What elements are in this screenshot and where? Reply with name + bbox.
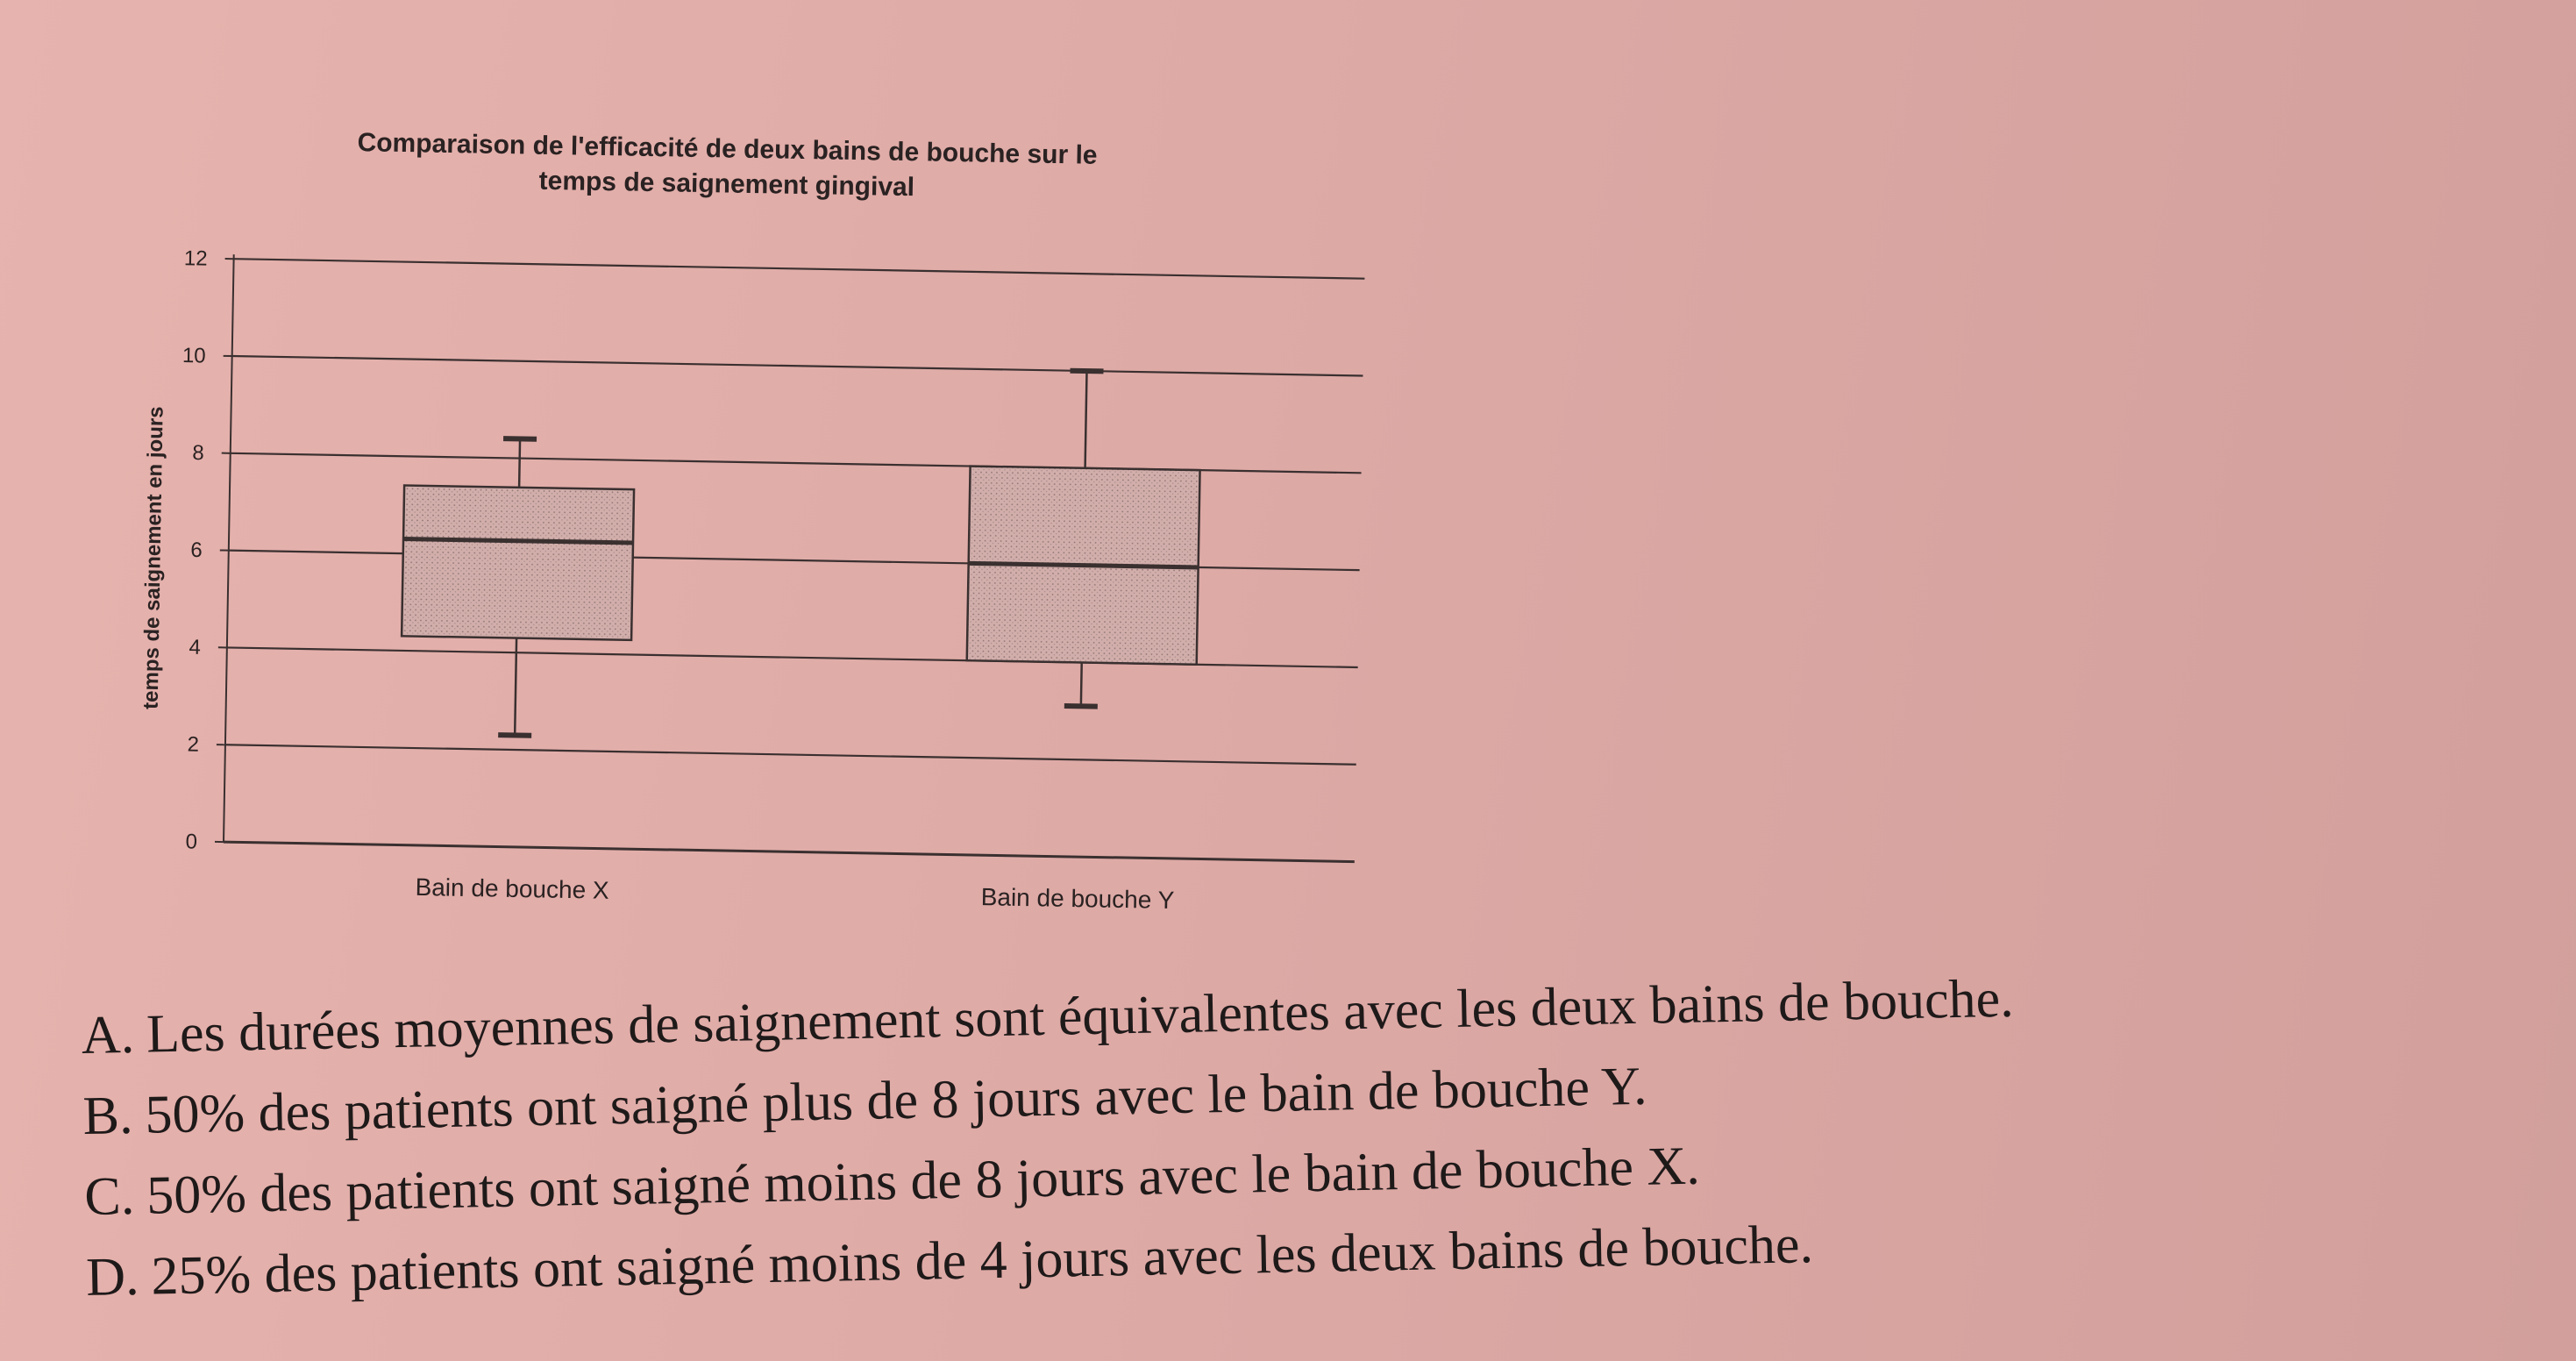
box-iqr-0 — [402, 486, 634, 640]
answer-choices — [81, 948, 2542, 1318]
x-category-label-0: Bain de bouche X — [415, 873, 609, 904]
whisker-cap-max-0 — [503, 438, 537, 439]
y-axis-label: temps de saignement en jours — [139, 406, 168, 710]
whisker-cap-max-1 — [1071, 371, 1104, 372]
chart-title-line-1: Comparaison de l'efficacité de deux bains de bouche sur le — [357, 128, 1098, 170]
y-tick-label-0: 0 — [185, 830, 198, 854]
y-tick-label-6: 6 — [190, 538, 203, 563]
choice-text: 50% des patients ont saigné moins de 8 jours avec le bain de bouche X. — [146, 1136, 1701, 1226]
y-tick-label-10: 10 — [181, 344, 206, 368]
plot-area — [136, 246, 1365, 916]
gridline-2 — [225, 745, 1356, 765]
whisker-cap-min-0 — [498, 735, 531, 736]
x-category-label-1: Bain de bouche Y — [980, 883, 1175, 915]
chart-title-line-2: temps de saignement gingival — [538, 166, 915, 203]
gridline-0 — [224, 842, 1355, 862]
whisker-lower-1 — [1081, 662, 1082, 706]
gridline-12 — [234, 259, 1365, 279]
y-tick-label-4: 4 — [189, 635, 202, 659]
choice-letter: B. — [82, 1085, 134, 1146]
whisker-upper-1 — [1085, 371, 1087, 468]
choice-text: 25% des patients ont saigné moins de 4 jours avec les deux bains de bouche. — [150, 1215, 1814, 1307]
choice-text: 50% des patients ont saigné plus de 8 jours avec le bain de bouche Y. — [144, 1056, 1648, 1145]
whisker-cap-min-1 — [1064, 706, 1098, 707]
y-tick-label-12: 12 — [183, 246, 208, 271]
choice-letter: A. — [81, 1004, 135, 1065]
gridline-10 — [232, 356, 1363, 376]
choice-text: Les durées moyennes de saignement sont équivalentes avec les deux bains de bouche. — [146, 968, 2015, 1065]
whisker-upper-0 — [519, 438, 520, 487]
y-tick-label-8: 8 — [192, 441, 204, 466]
choice-letter: D. — [85, 1246, 140, 1308]
y-tick-label-2: 2 — [187, 732, 200, 757]
choice-letter: C. — [83, 1165, 135, 1227]
y-axis-line — [224, 254, 234, 842]
